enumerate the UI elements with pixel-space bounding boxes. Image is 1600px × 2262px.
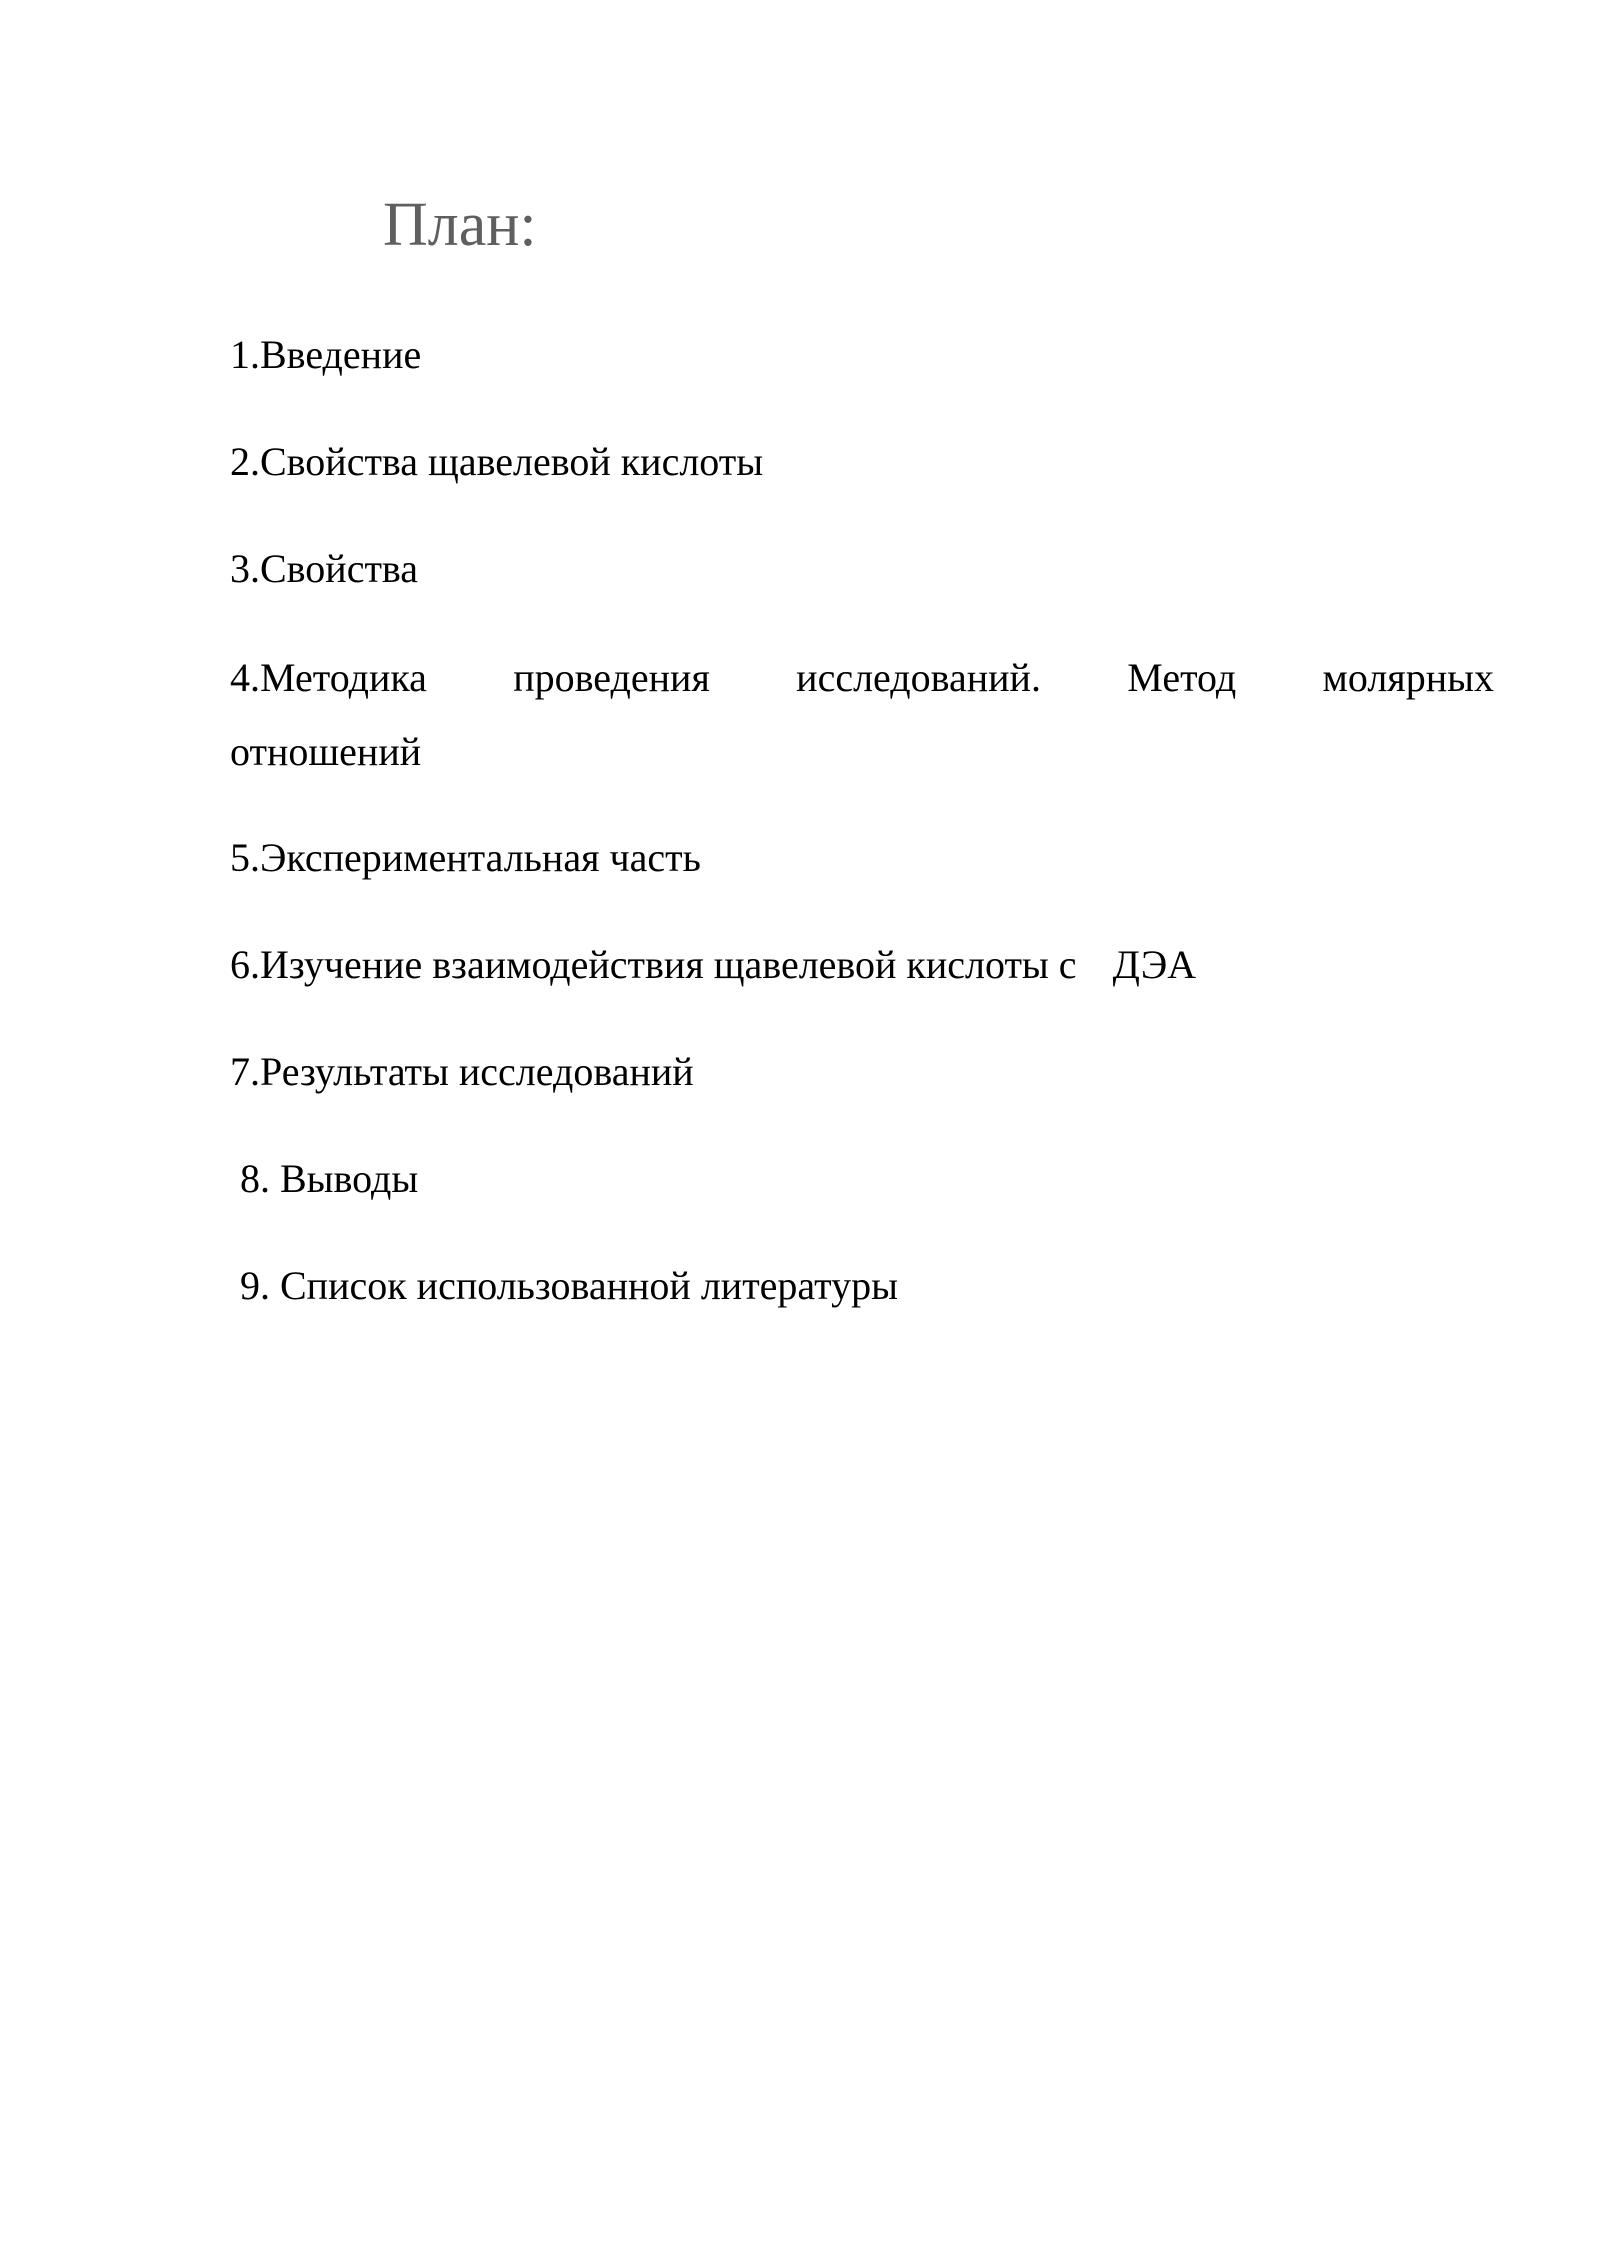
plan-item-1: 1.Введение bbox=[230, 332, 422, 377]
plan-item-4-word: 4.Методика bbox=[230, 655, 427, 700]
plan-item-6-text: 6.Изучение взаимодействия щавелевой кислоты с bbox=[230, 942, 1077, 987]
plan-item-5: 5.Экспериментальная часть bbox=[230, 835, 701, 880]
plan-item-8: 8. Выводы bbox=[240, 1156, 419, 1201]
plan-item-4-word: исследований. bbox=[796, 655, 1041, 700]
plan-item-4-word: проведения bbox=[513, 655, 710, 700]
plan-item-4-word: молярных bbox=[1322, 655, 1494, 700]
page-title: План: bbox=[383, 191, 537, 259]
plan-item-4-line-1 bbox=[230, 641, 1494, 715]
plan-item-9: 9. Список использованной литературы bbox=[240, 1263, 898, 1308]
plan-item-3: 3.Свойства bbox=[230, 546, 419, 591]
plan-item-4-line-2: отношений bbox=[230, 729, 422, 774]
plan-item-2: 2.Свойства щавелевой кислоты bbox=[230, 439, 764, 484]
plan-item-6-abbreviation: ДЭА bbox=[1112, 942, 1197, 987]
plan-item-4 bbox=[230, 641, 1494, 789]
plan-item-7: 7.Результаты исследований bbox=[230, 1049, 694, 1094]
plan-item-4-word: Метод bbox=[1127, 655, 1237, 700]
plan-item-6 bbox=[230, 928, 1494, 1002]
